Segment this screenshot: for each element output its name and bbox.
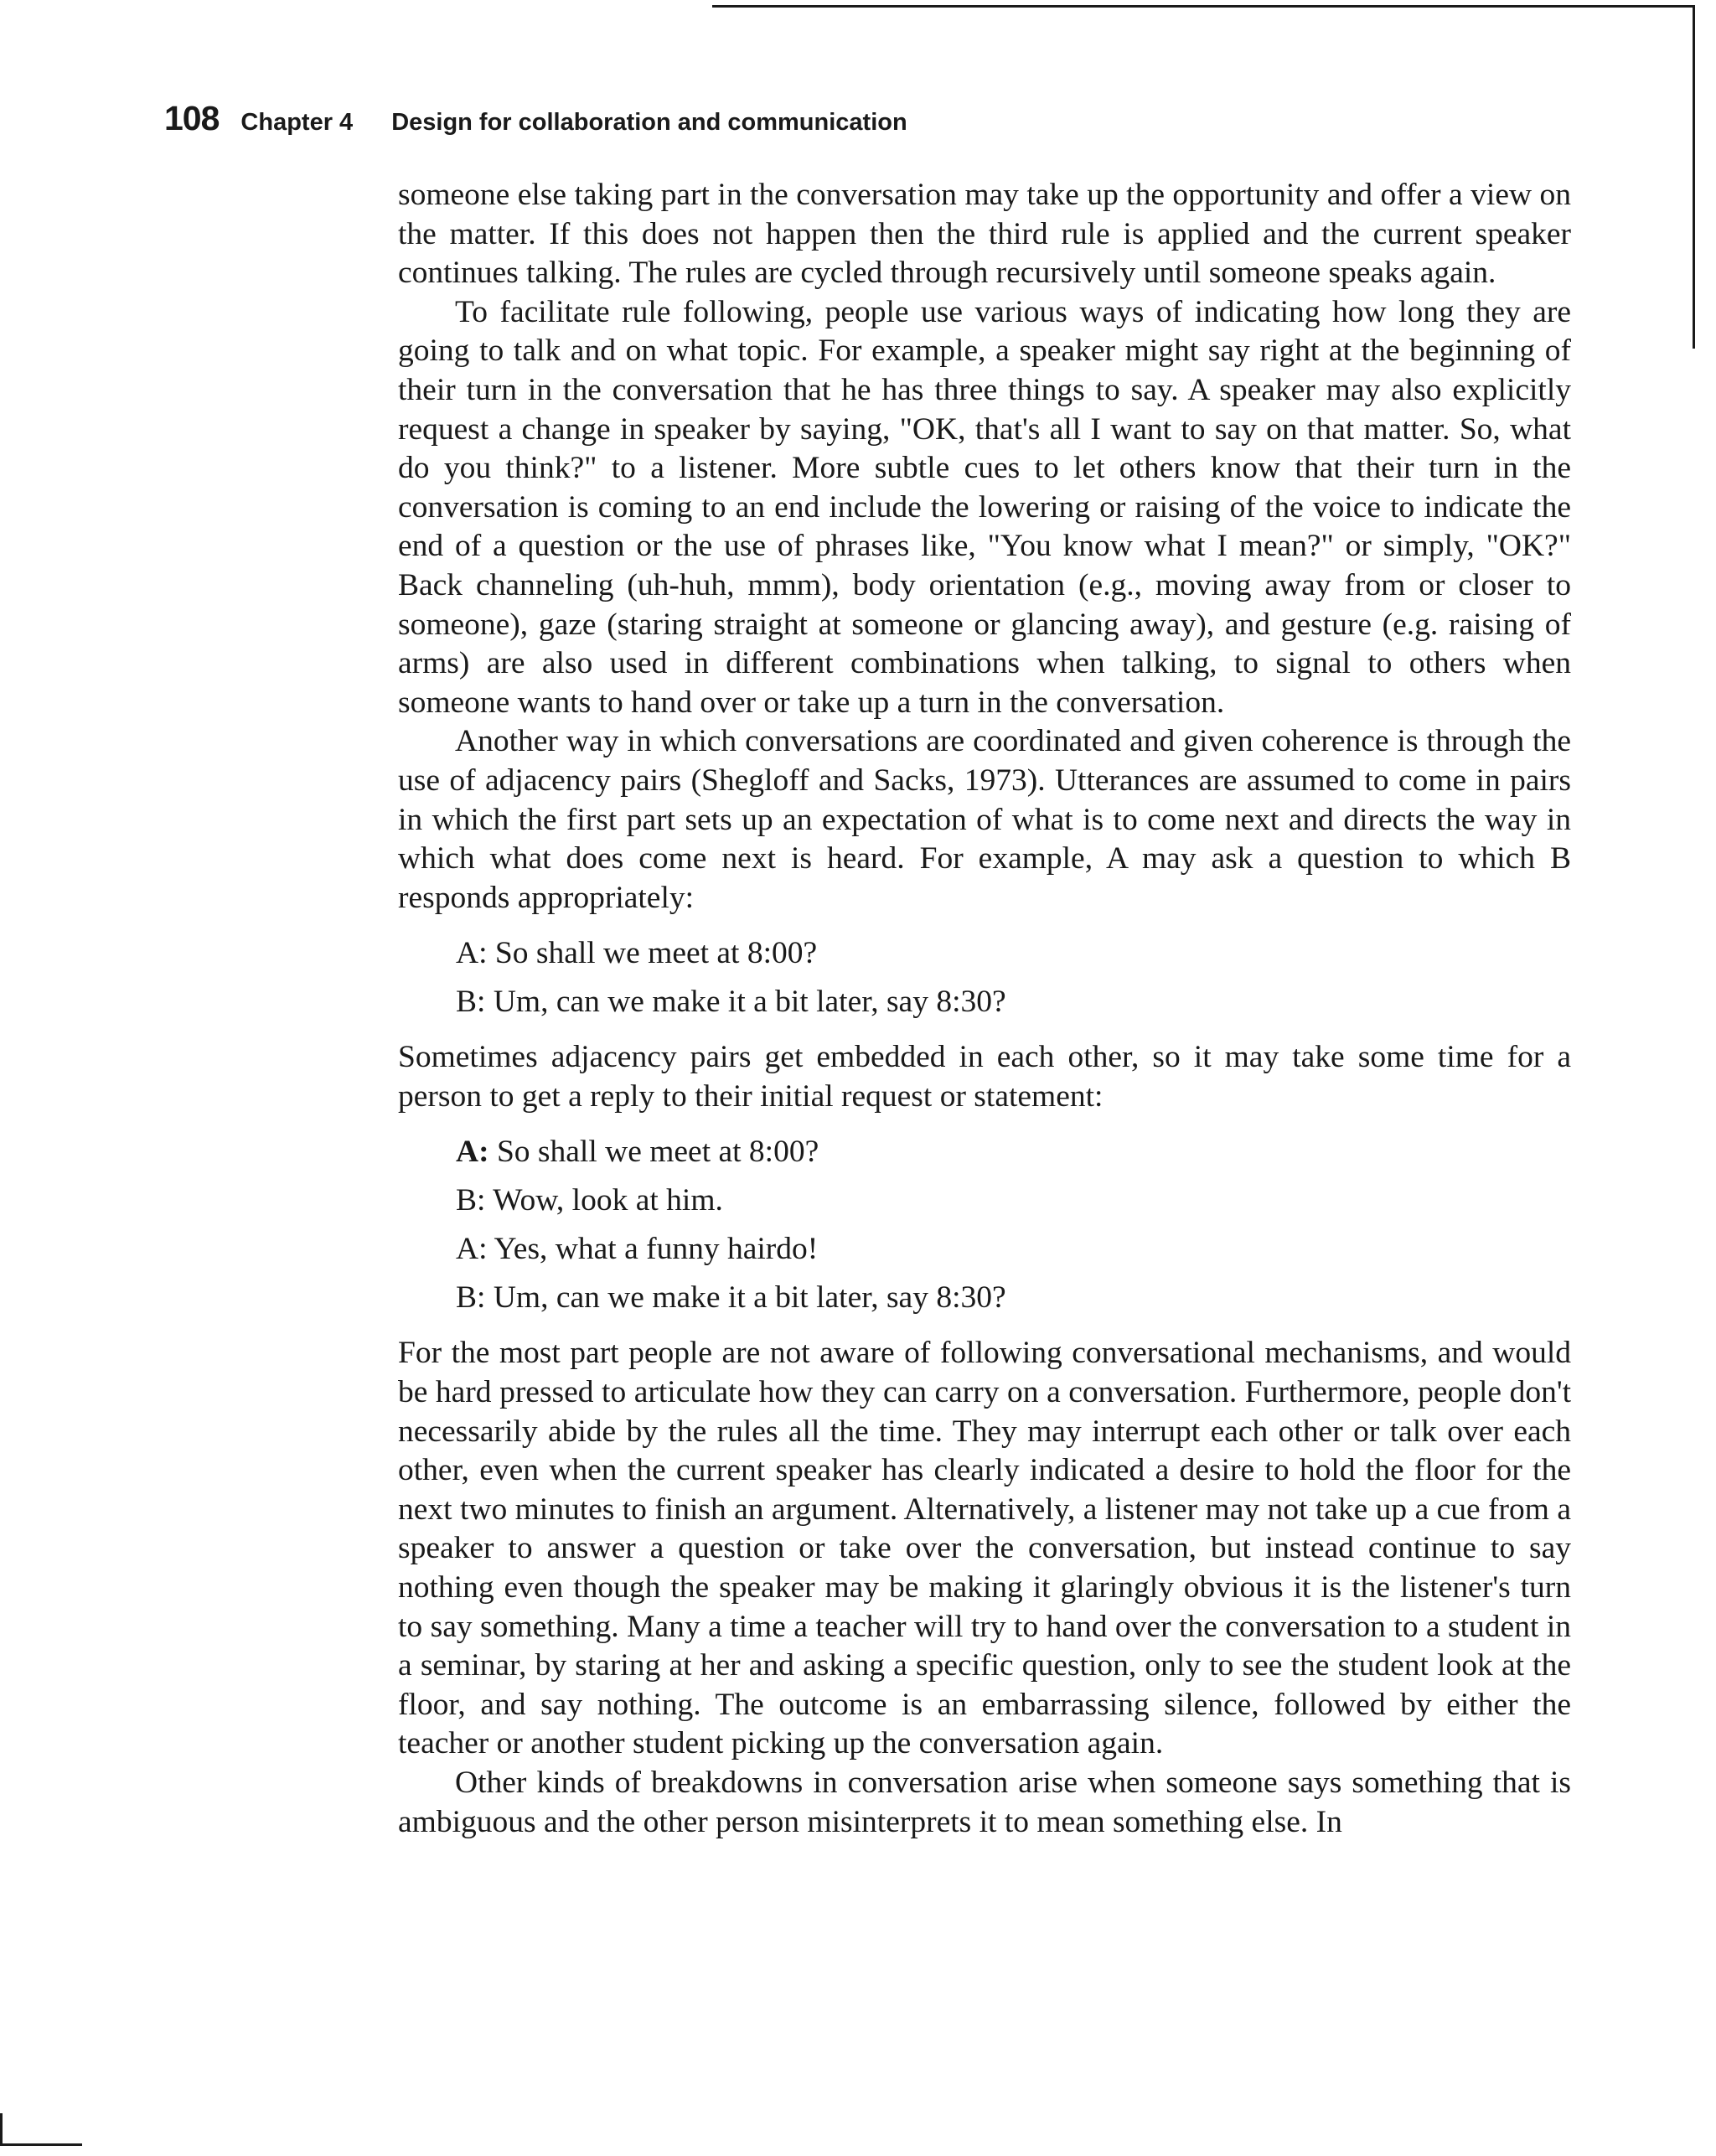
paragraph-4: Sometimes adjacency pairs get embedded in each other, so it may take some time for a person to get a reply to their initial request or statement: [398,1040,1571,1114]
running-head [164,99,1589,138]
page-border-bottom [0,2143,82,2146]
paragraph-5: For the most part people are not aware of following conversational mechanisms, and would be hard pressed to articulate how they can carry on a conversation. Furthermore, people don't necessarily abide by the rules all the time. They may interrupt each other or talk over each other, even when the current speaker has clearly indicated a desire to hold the floor for the next two minutes to finish an argument. Alternatively, a listener may not take up a cue from a speaker to answer a question or take over the conversation, but instead continue to say nothing even though the speaker may be making it glaringly obvious it is the listener's turn to say something. Many a time a teacher will try to hand over the conversation to a student in a seminar, by staring at her and asking a specific question, only to see the student look at the floor, and say nothing. The outcome is an embarrassing silence, followed by either the teacher or another student picking up the conversation again. [398,1336,1571,1761]
body-text [398,176,1571,1842]
paragraph-1: someone else taking part in the conversation may take up the opportunity and offer a view on the matter. If this does not happen then the third rule is applied and the current speaker continues talking. The rules are cycled through recursively until someone speaks again. [398,178,1571,291]
dialogue-example-1 [456,933,1571,1022]
page-border-top [712,5,1694,8]
dialogue-line [456,1132,1571,1172]
paragraph-2: To facilitate rule following, people use various ways of indicating how long they are going to talk and on what topic. For example, a speaker might say right at the beginning of their turn in the conversation that he has three things to say. A speaker may also explicitly request a change in speaker by saying, "OK, that's all I want to say on that matter. So, what do you think?" to a listener. More subtle cues to let others know that their turn in the conversation is coming to an end include the lowering or raising of the voice to indicate the end of a question or the use of phrases like, "You know what I mean?" or simply, "OK?" Back channeling (uh-huh, mmm), body orientation (e.g., moving away from or closer to someone), gaze (staring straight at someone or glancing away), and gesture (e.g. raising of arms) are also used in different combinations when talking, to signal to others when someone wants to hand over or take up a turn in the conversation. [398,294,1571,720]
dialogue-line [456,1229,1571,1269]
dialogue-speaker: B: [456,985,486,1020]
dialogue-utterance: Yes, what a funny hairdo! [487,1232,819,1267]
dialogue-utterance: So shall we meet at 8:00? [488,1135,819,1170]
dialogue-utterance: Wow, look at him. [485,1183,723,1218]
paragraph-3: Another way in which conversations are coordinated and given coherence is through the use of adjacency pairs (Shegloff and Sacks, 1973). Utterances are assumed to come in pairs in which the first part sets up an expectation of what is to come next and directs the way in which what does come next is heard. For example, A may ask a question to which B responds appropriately: [398,724,1571,915]
dialogue-speaker: A: [456,936,488,971]
dialogue-speaker: A: [456,1232,488,1267]
dialogue-speaker: A: [456,1135,489,1170]
dialogue-speaker: B: [456,1183,486,1218]
chapter-label: Chapter 4 [240,109,354,136]
page-number: 108 [164,99,220,137]
chapter-title: Design for collaboration and communication [391,109,907,136]
dialogue-line [456,982,1571,1022]
dialogue-example-2 [456,1132,1571,1318]
dialogue-utterance: Um, can we make it a bit later, say 8:30? [485,985,1006,1020]
dialogue-utterance: Um, can we make it a bit later, say 8:30? [485,1280,1006,1316]
dialogue-speaker: B: [456,1280,486,1316]
dialogue-line [456,1278,1571,1318]
dialogue-line [456,1181,1571,1221]
page-border-right [1693,5,1695,349]
dialogue-line [456,933,1571,974]
paragraph-6: Other kinds of breakdowns in conversation arise when someone says something that is ambiguous and the other person misinterprets it to mean something else. In [398,1766,1571,1839]
page-border-left-tick [0,2113,3,2145]
dialogue-utterance: So shall we meet at 8:00? [487,936,818,971]
